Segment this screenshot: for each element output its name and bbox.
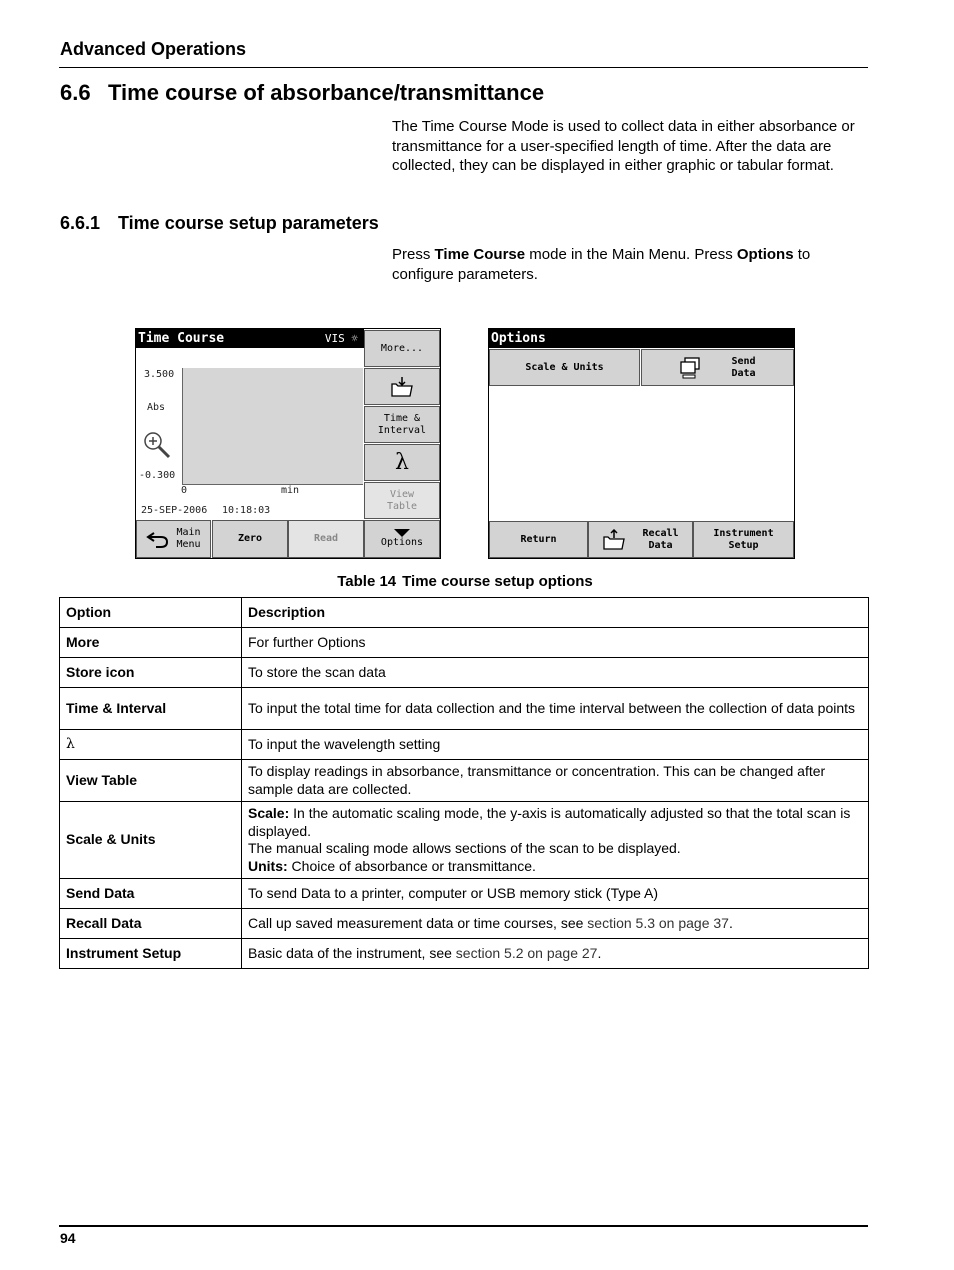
- y-min-label: -0.300: [139, 470, 176, 481]
- view-table-button[interactable]: [364, 482, 440, 519]
- footer-rule: [59, 1225, 868, 1227]
- table-row: [60, 730, 869, 760]
- lambda-icon: λ: [395, 449, 409, 475]
- store-button[interactable]: [364, 368, 440, 405]
- time-interval-line1: Time &: [383, 412, 421, 424]
- option-cell: Instrument Setup: [60, 939, 242, 969]
- zero-button[interactable]: Zero: [212, 520, 288, 558]
- time-label: 10:18:03: [222, 505, 271, 516]
- view-table-line1: View: [389, 488, 415, 500]
- subsection-title: Time course setup parameters: [118, 213, 379, 233]
- section-link[interactable]: section 5.2 on page 27: [455, 944, 598, 961]
- main-menu-label: [176, 527, 200, 551]
- description-end: .: [728, 914, 733, 931]
- intro-paragraph: The Time Course Mode is used to collect data in either absorbance or transmittance for a user-specified length of time. After the data are collected, they can be displayed in either graphic or tabular format.: [392, 118, 855, 174]
- x-min-label: 0: [181, 485, 188, 496]
- options-button[interactable]: [364, 520, 440, 558]
- option-cell: Send Data: [60, 879, 242, 909]
- instruction-options: Options: [736, 246, 794, 263]
- time-interval-button[interactable]: [364, 406, 440, 443]
- table-header-row: [60, 598, 869, 628]
- instruction-text: Press: [392, 246, 435, 263]
- description-cell: To input the total time for data collection and the time interval between the collection of data points: [242, 688, 869, 730]
- option-cell: λ: [60, 730, 242, 760]
- units-text: Choice of absorbance or transmittance.: [287, 857, 536, 874]
- instruction-paragraph: [392, 245, 868, 284]
- description-cell: To store the scan data: [242, 658, 869, 688]
- description-cell: To input the wavelength setting: [242, 730, 869, 760]
- wavelength-button[interactable]: [364, 444, 440, 481]
- recall-data-label: [642, 528, 678, 552]
- time-course-screen: [135, 328, 441, 559]
- table-caption-number: Table 14: [337, 573, 397, 590]
- section-link[interactable]: section 5.3 on page 37: [587, 914, 729, 931]
- more-button[interactable]: More...: [364, 330, 440, 367]
- table-caption-text: Time course setup options: [402, 573, 593, 590]
- mode-label: VIS: [324, 332, 345, 345]
- description-cell: [242, 939, 869, 969]
- screen-title: Options: [491, 331, 546, 346]
- zoom-icon[interactable]: [141, 429, 173, 461]
- options-screen: [488, 328, 795, 559]
- computer-icon: [679, 356, 705, 380]
- mode-indicator: [325, 329, 358, 348]
- header-description: Description: [242, 598, 869, 628]
- time-interval-label: [378, 413, 426, 437]
- units-label: Units:: [248, 857, 288, 874]
- table-row: [60, 688, 869, 730]
- scale-label: Scale:: [248, 805, 290, 821]
- section-heading: [60, 80, 544, 106]
- description-cell: For further Options: [242, 628, 869, 658]
- screen-title: Time Course: [138, 331, 225, 346]
- y-max-label: 3.500: [144, 369, 175, 380]
- section-title: Time course of absorbance/transmittance: [108, 80, 545, 105]
- return-button[interactable]: Return: [489, 521, 588, 558]
- recall-data-button[interactable]: [588, 521, 693, 558]
- main-menu-line2: Menu: [176, 539, 201, 550]
- store-icon: [390, 376, 414, 398]
- instruction-time-course: Time Course: [434, 246, 526, 263]
- table-caption: [0, 573, 930, 590]
- description-cell: To send Data to a printer, computer or USB memory stick (Type A): [242, 879, 869, 909]
- send-data-line1: Send: [731, 355, 756, 367]
- option-cell: More: [60, 628, 242, 658]
- instrument-setup-button[interactable]: [693, 521, 794, 558]
- options-titlebar: [489, 329, 794, 348]
- subsection-heading: [60, 213, 379, 234]
- main-menu-line1: Main: [176, 527, 201, 538]
- options-table: [59, 597, 869, 969]
- subsection-number: 6.6.1: [60, 213, 101, 233]
- table-row: [60, 658, 869, 688]
- option-cell: View Table: [60, 760, 242, 802]
- table-row: [60, 879, 869, 909]
- option-cell: Scale & Units: [60, 802, 242, 879]
- view-table-line2: Table: [386, 500, 418, 512]
- manual-scale-text: The manual scaling mode allows sections of the scan to be displayed.: [248, 840, 681, 856]
- send-data-line2: Data: [731, 367, 756, 379]
- time-course-titlebar: [136, 329, 364, 348]
- triangle-down-icon: [394, 529, 410, 537]
- table-row: [60, 802, 869, 879]
- instrument-setup-label: [713, 528, 773, 552]
- page-number: 94: [60, 1230, 76, 1246]
- instruction-text: mode in the Main Menu. Press: [525, 246, 737, 263]
- recall-data-line1: Recall: [642, 527, 679, 539]
- section-number: 6.6: [60, 80, 91, 105]
- options-label: Options: [380, 537, 424, 548]
- recall-data-line2: Data: [648, 539, 673, 551]
- header-option: Option: [60, 598, 242, 628]
- recall-folder-icon: [602, 529, 626, 551]
- send-data-button[interactable]: [641, 349, 794, 386]
- read-button[interactable]: Read: [288, 520, 364, 558]
- description-cell: To display readings in absorbance, transmittance or concentration. This can be changed after sample data are collected.: [242, 760, 869, 802]
- x-unit-label: min: [281, 485, 300, 496]
- view-table-label: [387, 489, 417, 513]
- plot-area: [182, 368, 363, 485]
- scale-text: In the automatic scaling mode, the y-axis is automatically adjusted so that the total scan is displayed.: [248, 805, 851, 839]
- description-cell: [242, 909, 869, 939]
- option-cell: Recall Data: [60, 909, 242, 939]
- description-end: .: [597, 944, 602, 961]
- table-row: [60, 760, 869, 802]
- option-cell: Time & Interval: [60, 688, 242, 730]
- description-text: Call up saved measurement data or time courses, see: [248, 914, 588, 931]
- header-rule: [59, 67, 868, 68]
- scale-units-button[interactable]: Scale & Units: [489, 349, 640, 386]
- time-interval-line2: Interval: [377, 424, 427, 436]
- main-menu-button[interactable]: [136, 520, 211, 558]
- option-cell: Store icon: [60, 658, 242, 688]
- date-label: 25-SEP-2006: [141, 505, 208, 516]
- description-cell: [242, 802, 869, 879]
- header-title: Advanced Operations: [60, 39, 247, 59]
- lamp-icon: ☼: [351, 332, 358, 345]
- y-unit-label: Abs: [147, 402, 166, 413]
- table-row: [60, 628, 869, 658]
- send-data-label: [731, 356, 755, 380]
- instrument-setup-line1: Instrument: [713, 527, 774, 539]
- table-row: [60, 939, 869, 969]
- description-text: Basic data of the instrument, see: [248, 944, 456, 961]
- instrument-setup-line2: Setup: [728, 539, 759, 551]
- table-row: [60, 909, 869, 939]
- return-arrow-icon: [146, 528, 170, 550]
- instruction-text: to configure parameters.: [392, 246, 811, 283]
